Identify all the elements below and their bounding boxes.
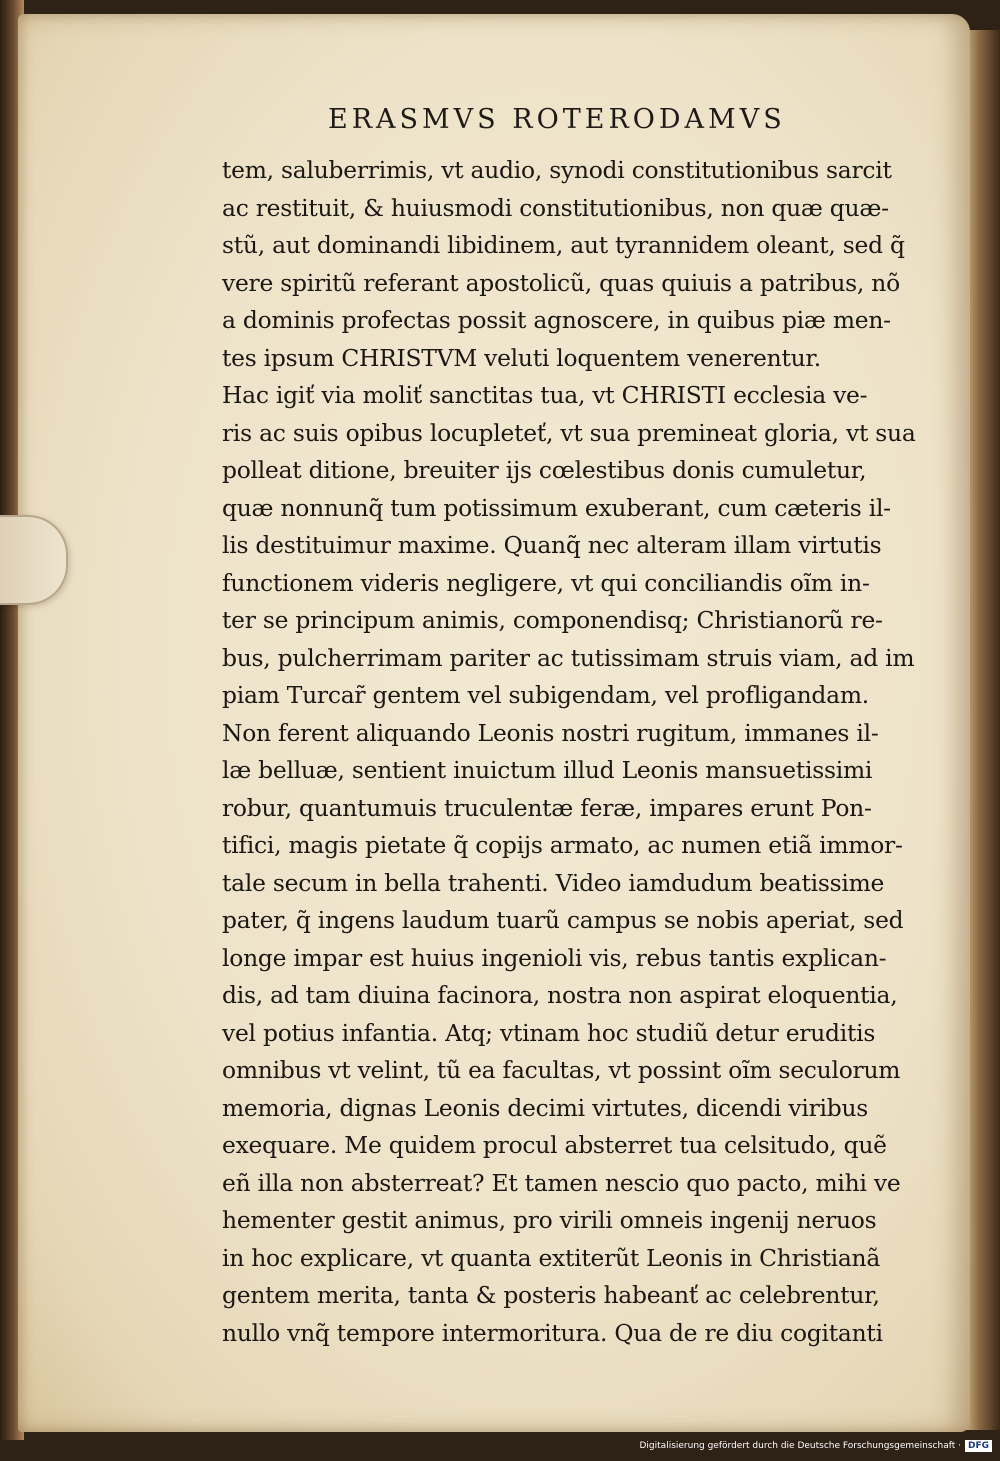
text-line: bus, pulcherrimam pariter ac tutissimam struis viam, ad im [222, 643, 915, 672]
text-line: ris ac suis opibus locupleteť, vt sua premineat gloria, vt sua [222, 418, 916, 447]
text-line: tes ipsum CHRISTVM veluti loquentem venerentur. [222, 343, 821, 372]
text-line: vel potius infantia. Atq; vtinam hoc studiũ detur eruditis [222, 1018, 876, 1047]
running-head: ERASMVS ROTERODAMVS [328, 104, 786, 135]
text-line: eñ illa non absterreat? Et tamen nescio quo pacto, mihi ve [222, 1168, 901, 1197]
text-line: tale secum in bella trahenti. Video iamdudum beatissime [222, 868, 885, 897]
text-line: omnibus vt velint, tũ ea facultas, vt possint oĩm seculorum [222, 1056, 901, 1084]
text-line: functionem videris negligere, vt qui conciliandis oĩm in- [222, 568, 870, 597]
text-line: vere spiritũ referant apostolicũ, quas quiuis a patribus, nõ [222, 268, 900, 297]
text-line: hementer gestit animus, pro virili omneis ingenij neruos [222, 1206, 877, 1234]
text-line: stũ, aut dominandi libidinem, aut tyrannidem oleant, sed q̃ [222, 231, 905, 259]
dfg-logo-icon: DFG [965, 1440, 992, 1452]
text-line: Hac igiť via moliť sanctitas tua, vt CHRISTI ecclesia ve- [222, 381, 868, 409]
text-line: in hoc explicare, vt quanta extiterũt Leonis in Christianã [222, 1243, 881, 1272]
text-line: robur, quantumuis truculentæ feræ, impares erunt Pon- [222, 793, 872, 822]
text-line: ter se principum animis, componendisq; Christianorũ re- [222, 606, 883, 634]
text-line: ac restituit, & huiusmodi constitutionibus, non quæ quæ- [222, 193, 889, 222]
text-line: a dominis profectas possit agnoscere, in quibus piæ men- [222, 306, 891, 334]
text-line: tem, saluberrimis, vt audio, synodi constitutionibus sarcit [222, 156, 892, 184]
digitization-footer [640, 1439, 993, 1453]
page-text [222, 152, 962, 1352]
page-edge-shadow [965, 30, 1000, 1430]
text-line: polleat ditione, breuiter ijs cœlestibus donis cumuletur, [222, 456, 867, 484]
text-line: tifici, magis pietate q̃ copijs armato, ac numen etiã immor- [222, 831, 903, 859]
text-line: lis destituimur maxime. Quanq̃ nec alteram illam virtutis [222, 531, 882, 559]
text-line: dis, ad tam diuina facinora, nostra non aspirat eloquentia, [222, 981, 898, 1009]
bookmark-tab [0, 515, 68, 605]
text-line: memoria, dignas Leonis decimi virtutes, dicendi viribus [222, 1093, 869, 1122]
text-line: læ belluæ, sentient inuictum illud Leonis mansuetissimi [222, 756, 873, 784]
text-line: Non ferent aliquando Leonis nostri rugitum, immanes il- [222, 718, 879, 747]
text-line: gentem merita, tanta & posteris habeanť ac celebrentur, [222, 1281, 880, 1309]
text-line: longe impar est huius ingenioli vis, rebus tantis explican- [222, 943, 887, 972]
text-line: exequare. Me quidem procul absterret tua celsitudo, quẽ [222, 1131, 887, 1159]
footer-credit: Digitalisierung gefördert durch die Deutsche Forschungsgemeinschaft · [639, 1441, 961, 1451]
text-line: pater, q̃ ingens laudum tuarũ campus se nobis aperiat, sed [222, 906, 904, 934]
text-line: nullo vnq̃ tempore intermoritura. Qua de re diu cogitanti [222, 1318, 883, 1347]
text-line: piam Turcar̃ gentem vel subigendam, vel profligandam. [222, 681, 869, 709]
text-line: quæ nonnunq̃ tum potissimum exuberant, cum cæteris il- [222, 493, 891, 522]
